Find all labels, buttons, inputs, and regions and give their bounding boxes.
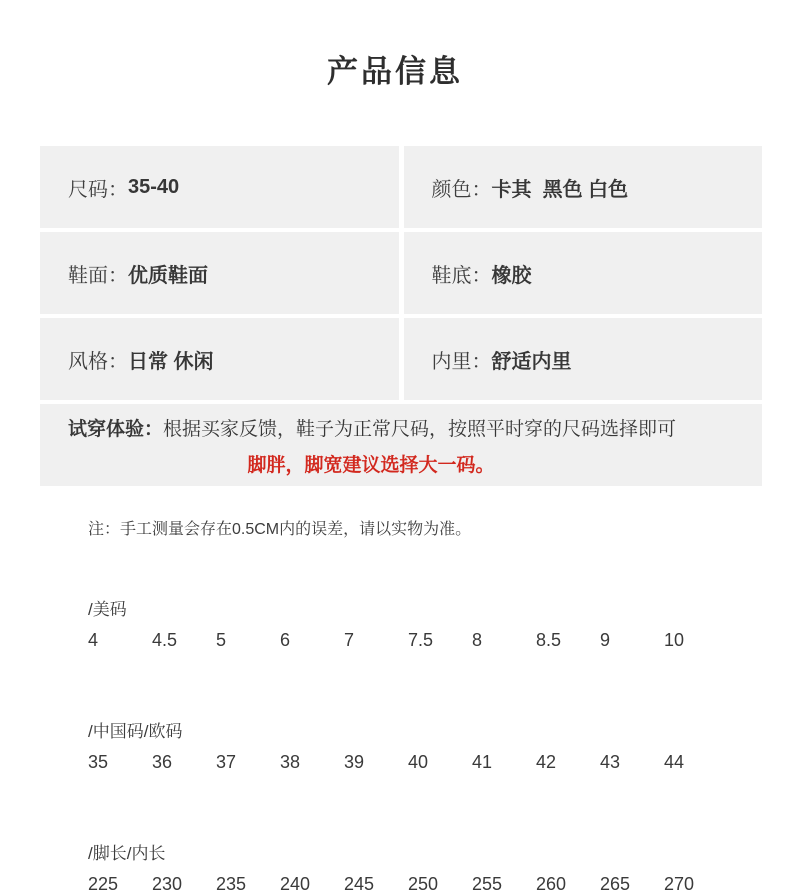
size-value: 8 [472,630,483,650]
size-value: 270 [664,874,695,894]
fit-experience-text: 根据买家反馈，鞋子为正常尺码，按照平时穿的尺码选择即可 [163,418,677,440]
size-row-label: /中国码/欧码 [88,722,183,741]
size-value: 225 [88,874,119,894]
spec-label: 鞋底： [431,264,492,287]
size-value: 230 [152,874,183,894]
size-row-label: /脚长/内长 [88,844,166,863]
spec-label: 颜色： [431,178,492,201]
size-row-values [88,630,790,651]
size-row-label: /美码 [88,600,127,619]
size-value: 41 [472,752,493,772]
size-value: 245 [344,874,375,894]
spec-grid [40,146,762,400]
size-value: 6 [280,630,291,650]
size-value: 38 [280,752,301,772]
spec-value: 优质鞋面 [128,264,208,287]
size-value: 240 [280,874,311,894]
size-value: 42 [536,752,557,772]
spec-label: 内里： [431,350,492,373]
spec-cell-upper [40,232,399,314]
size-value: 4.5 [152,630,178,650]
size-value: 255 [472,874,503,894]
spec-label: 尺码： [68,178,128,201]
spec-cell-color [404,146,763,228]
spec-cell-style [40,318,399,400]
size-value: 35 [88,752,109,772]
spec-cell-sole [404,232,763,314]
size-value: 7.5 [408,630,434,650]
size-value: 5 [216,630,227,650]
size-value: 40 [408,752,429,772]
measurement-note: 注：手工测量会存在0.5CM内的误差，请以实物为准。 [88,521,472,538]
spec-cell-size [40,146,399,228]
size-value: 250 [408,874,439,894]
spec-cell-lining [404,318,763,400]
size-value: 8.5 [536,630,562,650]
fit-warning-text: 脚胖，脚宽建议选择大一码。 [247,454,495,476]
size-value: 43 [600,752,621,772]
size-chart [88,595,790,895]
spec-value: 日常 休闲 [128,350,214,373]
size-value: 10 [664,630,685,650]
fit-experience-label: 试穿体验： [68,418,164,440]
size-value: 39 [344,752,365,772]
size-value: 260 [536,874,567,894]
size-value: 36 [152,752,173,772]
size-value: 235 [216,874,247,894]
spec-value: 橡胶 [491,264,532,287]
fit-experience-cell [40,404,762,486]
size-value: 4 [88,630,99,650]
size-value: 7 [344,630,355,650]
size-value: 265 [600,874,631,894]
spec-label: 鞋面： [68,264,128,287]
spec-value: 卡其 黑色 白色 [491,178,629,201]
size-value: 9 [600,630,611,650]
size-section-us [88,595,790,651]
size-row-values [88,752,790,773]
size-value: 44 [664,752,685,772]
spec-label: 风格： [68,350,128,373]
fit-experience-line [40,414,762,441]
size-row-values [88,874,790,895]
spec-value: 35-40 [128,175,180,198]
size-value: 37 [216,752,237,772]
page-title: 产品信息 [327,54,463,89]
spec-value: 舒适内里 [491,350,572,373]
size-section-cn-eu [88,717,790,773]
